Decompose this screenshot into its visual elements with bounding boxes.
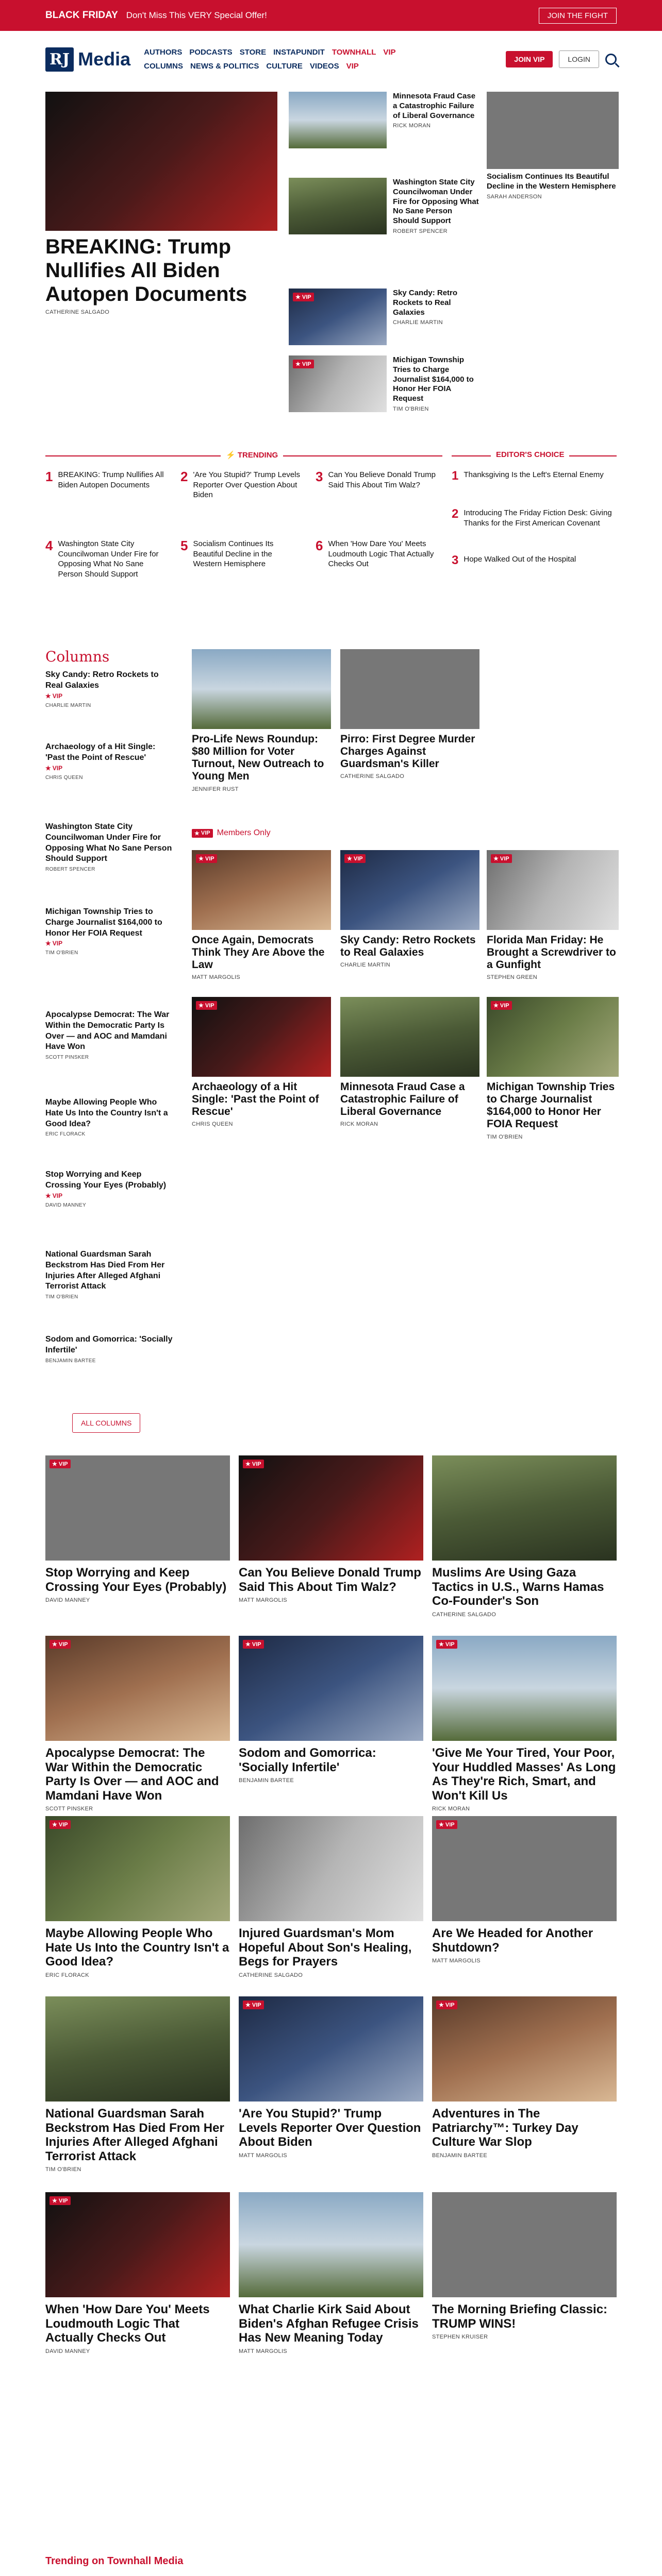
star-icon: ★ [45, 764, 51, 772]
hero-author[interactable]: CATHERINE SALGADO [45, 309, 110, 315]
column-author[interactable]: TIM O'BRIEN [45, 950, 78, 956]
story-author[interactable]: BENJAMIN BARTEE [239, 1777, 294, 1784]
story-card[interactable] [340, 997, 479, 1127]
story-title[interactable]: Can You Believe Donald Trump Said This About Tim Walz? [239, 1566, 421, 1594]
story-title[interactable]: Maybe Allowing People Who Hate Us Into the Country Isn't a Good Idea? [45, 1926, 229, 1969]
vip-label: VIP [58, 1641, 68, 1648]
logo-media: Media [78, 48, 131, 70]
story-title[interactable]: Pro-Life News Roundup: $80 Million for Voter Turnout, New Outreach to Young Men [192, 733, 324, 783]
star-icon: ★ [493, 1003, 499, 1009]
logo-rj: RJ [45, 47, 74, 72]
story-title[interactable]: Sky Candy: Retro Rockets to Real Galaxies [340, 934, 476, 959]
vip-label: VIP [445, 1641, 455, 1648]
editors-number: 2 [452, 507, 459, 521]
promo-label: BLACK FRIDAY [45, 10, 118, 21]
story-card[interactable] [192, 649, 331, 792]
story-author[interactable]: ROBERT SPENCER [393, 228, 448, 234]
star-icon: ★ [52, 1461, 57, 1467]
vip-label: VIP [252, 1641, 261, 1648]
hero-headline[interactable]: BREAKING: Trump Nullifies All Biden Autopen Documents [45, 235, 247, 306]
story-author[interactable]: MATT MARGOLIS [239, 1597, 287, 1604]
star-icon: ★ [439, 2002, 444, 2008]
column-title[interactable]: National Guardsman Sarah Beckstrom Has Died From Her Injuries After Alleged Afghani Terrorist Attack [45, 1250, 165, 1291]
vip-badge [436, 1640, 457, 1649]
column-author[interactable]: ERIC FLORACK [45, 1131, 86, 1138]
grid-story-card[interactable] [432, 2192, 617, 2340]
story-image[interactable] [45, 2192, 230, 2297]
nav-news-politics[interactable]: NEWS & POLITICS [190, 62, 259, 71]
column-author[interactable]: CHRIS QUEEN [45, 774, 83, 781]
star-icon: ★ [439, 1641, 444, 1648]
star-icon: ★ [198, 856, 204, 862]
vip-label: VIP [58, 1821, 68, 1828]
nav-podcasts[interactable]: PODCASTS [189, 48, 233, 57]
columns-heading: Columns [45, 648, 110, 665]
column-item[interactable] [45, 822, 174, 872]
trending-title[interactable]: Washington State City Councilwoman Under Fire for Opposing What No Sane Person Should Support [58, 539, 159, 579]
trending-title[interactable]: 'Are You Stupid?' Trump Levels Reporter Over Question About Biden [193, 470, 300, 499]
vip-badge [45, 1192, 62, 1199]
story-image[interactable] [239, 1816, 423, 1921]
members-only-text: Members Only [217, 828, 271, 837]
story-author[interactable]: DAVID MANNEY [45, 2348, 90, 2354]
side-story[interactable] [289, 92, 479, 148]
vip-badge [491, 854, 512, 863]
story-title[interactable]: Once Again, Democrats Think They Are Above the Law [192, 934, 325, 971]
column-title[interactable]: Archaeology of a Hit Single: 'Past the Point of Rescue' [45, 742, 156, 762]
column-title[interactable]: Washington State City Councilwoman Under Fire for Opposing What No Sane Person Should Support [45, 822, 172, 863]
editors-number: 1 [452, 469, 459, 483]
townhall-heading: Trending on Townhall Media [45, 2555, 184, 2567]
story-title[interactable]: Muslims Are Using Gaza Tactics in U.S., Warns Hamas Co-Founder's Son [432, 1566, 604, 1608]
hero-image[interactable] [45, 92, 277, 231]
vip-badge [45, 940, 62, 947]
story-title[interactable]: Michigan Township Tries to Charge Journalist $164,000 to Honor Her FOIA Request [393, 355, 474, 403]
vip-badge [243, 1460, 264, 1468]
story-image[interactable] [239, 1636, 423, 1741]
story-card[interactable] [487, 997, 619, 1140]
story-author[interactable]: MATT MARGOLIS [239, 2348, 287, 2354]
star-icon: ★ [45, 1192, 51, 1199]
vip-label: VIP [58, 2197, 68, 2204]
vip-badge [45, 692, 62, 700]
main-nav [144, 48, 395, 71]
column-title[interactable]: Sky Candy: Retro Rockets to Real Galaxies [45, 670, 159, 690]
vip-badge [196, 854, 217, 863]
star-icon: ★ [45, 692, 51, 700]
vip-label: VIP [201, 830, 210, 836]
story-author[interactable]: TIM O'BRIEN [45, 2166, 81, 2173]
story-title[interactable]: Minnesota Fraud Case a Catastrophic Failure of Liberal Governance [340, 1081, 465, 1118]
star-icon: ★ [347, 856, 352, 862]
trending-title[interactable]: When 'How Dare You' Meets Loudmouth Logic That Actually Checks Out [328, 539, 434, 568]
star-icon: ★ [245, 1461, 251, 1467]
trending-number: 2 [180, 469, 188, 484]
story-title[interactable]: National Guardsman Sarah Beckstrom Has Died From Her Injuries After Alleged Afghani Terrorist Attack [45, 2107, 224, 2163]
column-author[interactable]: CHARLIE MARTIN [45, 702, 91, 708]
column-item[interactable] [45, 670, 174, 708]
story-title[interactable]: Sodom and Gomorrica: 'Socially Infertile' [239, 1746, 376, 1774]
grid-story-card[interactable] [239, 1996, 423, 2159]
all-columns-button[interactable]: ALL COLUMNS [72, 1413, 140, 1433]
vip-label: VIP [252, 2002, 261, 2008]
trending-item[interactable] [180, 539, 302, 569]
trending-number: 5 [180, 538, 188, 553]
nav-columns[interactable]: COLUMNS [144, 62, 183, 71]
column-author[interactable]: BENJAMIN BARTEE [45, 1358, 96, 1364]
story-title[interactable]: 'Give Me Your Tired, Your Poor, Your Huddled Masses' As Long As They're Rich, Smart, and Won't Kill Us [432, 1746, 616, 1803]
vip-label: VIP [58, 1461, 68, 1467]
grid-story-card[interactable] [45, 1455, 230, 1603]
story-author[interactable]: CHARLIE MARTIN [340, 962, 390, 969]
grid-story-card[interactable] [239, 1636, 423, 1784]
vip-label: VIP [52, 764, 63, 772]
column-item[interactable] [45, 1249, 174, 1300]
search-icon[interactable] [605, 54, 617, 65]
trending-box [45, 451, 442, 610]
story-title[interactable]: 'Are You Stupid?' Trump Levels Reporter Over Question About Biden [239, 2107, 421, 2149]
story-author[interactable]: CHARLIE MARTIN [393, 319, 443, 326]
story-title[interactable]: Injured Guardsman's Mom Hopeful About Son's Healing, Begs for Prayers [239, 1926, 412, 1969]
story-image[interactable] [340, 649, 479, 729]
editors-choice-box [452, 450, 617, 610]
vip-badge [45, 765, 62, 772]
vip-label: VIP [252, 1461, 261, 1467]
members-only-label [192, 828, 271, 838]
grid-story-card[interactable] [432, 1816, 617, 1964]
trending-title[interactable]: Socialism Continues Its Beautiful Decline in the Western Hemisphere [193, 539, 274, 568]
story-image[interactable] [487, 92, 619, 169]
story-image[interactable] [340, 850, 479, 930]
vip-badge [436, 1820, 457, 1829]
story-title[interactable]: Apocalypse Democrat: The War Within the Democratic Party Is Over — and AOC and Mamdani Have Won [45, 1746, 219, 1803]
vip-badge [293, 360, 314, 368]
grid-story-card[interactable] [45, 1996, 230, 2173]
editors-item[interactable] [452, 554, 617, 567]
grid-story-card[interactable] [45, 1636, 230, 1812]
story-author[interactable]: CHRIS QUEEN [192, 1121, 233, 1128]
promo-text[interactable]: Don't Miss This VERY Special Offer! [126, 10, 267, 20]
story-author[interactable]: BENJAMIN BARTEE [432, 2152, 487, 2159]
grid-story-card[interactable] [432, 1996, 617, 2159]
story-author[interactable]: MATT MARGOLIS [192, 974, 240, 981]
editors-title[interactable]: Hope Walked Out of the Hospital [464, 555, 576, 564]
story-title[interactable]: What Charlie Kirk Said About Biden's Afghan Refugee Crisis Has New Meaning Today [239, 2302, 419, 2345]
vip-badge [49, 1460, 71, 1468]
grid-story-card[interactable] [239, 1455, 423, 1603]
nav-vip[interactable]: VIP [383, 48, 396, 57]
story-author[interactable]: CATHERINE SALGADO [239, 1972, 303, 1978]
story-image[interactable] [432, 1636, 617, 1741]
story-title[interactable]: Michigan Township Tries to Charge Journalist $164,000 to Honor Her FOIA Request [487, 1081, 615, 1130]
join-vip-button[interactable]: JOIN VIP [506, 51, 553, 67]
story-image[interactable] [432, 1996, 617, 2102]
join-fight-button[interactable]: JOIN THE FIGHT [539, 8, 617, 24]
editors-item[interactable] [452, 508, 617, 528]
story-card[interactable] [192, 997, 331, 1127]
star-icon: ★ [52, 1822, 57, 1828]
vip-label: VIP [52, 1192, 63, 1199]
grid-story-card[interactable] [432, 1636, 617, 1812]
grid-story-card[interactable] [432, 1455, 617, 1618]
promo-bar[interactable] [0, 0, 662, 31]
vip-label: VIP [302, 294, 311, 300]
story-author[interactable]: MATT MARGOLIS [239, 2152, 287, 2159]
star-icon: ★ [295, 361, 301, 367]
story-image[interactable] [45, 1455, 230, 1561]
story-image[interactable] [45, 1816, 230, 1921]
side-story[interactable] [289, 355, 479, 412]
trending-bolt-icon: ⚡ [226, 451, 236, 460]
column-item[interactable] [45, 1097, 174, 1137]
story-title[interactable]: Socialism Continues Its Beautiful Decline in the Western Hemisphere [487, 172, 616, 191]
vip-label: VIP [205, 855, 214, 862]
star-icon: ★ [245, 1641, 251, 1648]
side-story[interactable] [289, 178, 479, 234]
star-icon: ★ [194, 830, 200, 837]
story-card[interactable] [340, 850, 479, 968]
story-title[interactable]: Are We Headed for Another Shutdown? [432, 1926, 593, 1955]
site-header [0, 31, 662, 88]
login-button[interactable]: LOGIN [559, 50, 599, 68]
story-title[interactable]: Archaeology of a Hit Single: 'Past the Point of Rescue' [192, 1081, 319, 1118]
story-card[interactable] [487, 850, 619, 980]
column-title[interactable]: Michigan Township Tries to Charge Journalist $164,000 to Honor Her FOIA Request [45, 907, 162, 938]
story-author[interactable]: ERIC FLORACK [45, 1972, 89, 1978]
vip-label: VIP [302, 361, 311, 367]
column-author[interactable]: TIM O'BRIEN [45, 1294, 78, 1300]
trending-item[interactable] [45, 539, 167, 579]
vip-badge [293, 293, 314, 301]
column-title[interactable]: Maybe Allowing People Who Hate Us Into the Country Isn't a Good Idea? [45, 1098, 168, 1128]
story-image[interactable] [289, 92, 387, 148]
star-icon: ★ [52, 2198, 57, 2204]
trending-number: 6 [316, 538, 323, 553]
story-author[interactable]: RICK MORAN [432, 1806, 470, 1812]
column-item[interactable] [45, 907, 174, 956]
trending-number: 3 [316, 469, 323, 484]
star-icon: ★ [52, 1641, 57, 1648]
star-icon: ★ [245, 2002, 251, 2008]
story-image[interactable] [340, 997, 479, 1077]
column-item[interactable] [45, 742, 174, 781]
story-author[interactable]: JENNIFER RUST [192, 786, 239, 792]
vip-label: VIP [445, 1821, 455, 1828]
column-item[interactable] [45, 1170, 174, 1208]
column-title[interactable]: Stop Worrying and Keep Crossing Your Eyes (Probably) [45, 1170, 167, 1190]
star-icon: ★ [198, 1003, 204, 1009]
trending-number: 4 [45, 538, 53, 553]
nav-townhall[interactable]: TOWNHALL [332, 48, 376, 57]
story-image[interactable] [192, 997, 331, 1077]
story-card[interactable] [340, 649, 479, 779]
trending-heading [221, 450, 283, 460]
nav-videos[interactable]: VIDEOS [309, 62, 339, 71]
story-author[interactable]: RICK MORAN [393, 123, 431, 129]
story-title[interactable]: Pirro: First Degree Murder Charges Against Guardsman's Killer [340, 733, 475, 770]
column-item[interactable] [45, 1334, 174, 1364]
story-title[interactable]: The Morning Briefing Classic: TRUMP WINS! [432, 2302, 608, 2331]
vip-badge [491, 1001, 512, 1010]
right-story[interactable] [487, 92, 619, 201]
story-image[interactable] [289, 355, 387, 412]
story-card[interactable] [192, 850, 331, 980]
story-image[interactable] [289, 289, 387, 345]
vip-badge [49, 2196, 71, 2205]
vip-badge [436, 2001, 457, 2009]
vip-label: VIP [52, 940, 63, 947]
star-icon: ★ [493, 856, 499, 862]
site-logo[interactable] [45, 47, 130, 72]
story-image[interactable] [239, 1996, 423, 2102]
story-author[interactable]: CATHERINE SALGADO [340, 773, 405, 780]
trending-title[interactable]: BREAKING: Trump Nullifies All Biden Autopen Documents [58, 470, 164, 489]
story-author[interactable]: SARAH ANDERSON [487, 193, 542, 200]
column-author[interactable]: ROBERT SPENCER [45, 867, 95, 873]
story-image[interactable] [45, 1996, 230, 2102]
nav-vip-2[interactable]: VIP [346, 62, 359, 71]
grid-story-card[interactable] [45, 2192, 230, 2354]
story-title[interactable]: Washington State City Councilwoman Under Fire for Opposing What No Sane Person Should Support [393, 178, 479, 225]
trending-number: 1 [45, 469, 53, 484]
story-author[interactable]: TIM O'BRIEN [393, 405, 429, 412]
editors-choice-heading: EDITOR'S CHOICE [491, 450, 569, 459]
vip-badge [243, 1640, 264, 1649]
story-title[interactable]: Adventures in The Patriarchy™: Turkey Day Culture War Slop [432, 2107, 578, 2149]
story-image[interactable] [487, 997, 619, 1077]
story-image[interactable] [289, 178, 387, 234]
story-author[interactable]: TIM O'BRIEN [487, 1133, 523, 1140]
vip-badge [49, 1820, 71, 1829]
vip-label: VIP [445, 2002, 455, 2008]
story-image[interactable] [432, 1455, 617, 1561]
trending-label: TRENDING [237, 451, 278, 460]
story-image[interactable] [432, 2192, 617, 2297]
vip-badge [196, 1001, 217, 1010]
story-image[interactable] [239, 2192, 423, 2297]
editors-title[interactable]: Thanksgiving Is the Left's Eternal Enemy [464, 470, 604, 479]
trending-item[interactable] [316, 470, 437, 490]
grid-story-card[interactable] [45, 1816, 230, 1978]
trending-item[interactable] [316, 539, 437, 569]
vip-label: VIP [500, 855, 509, 862]
story-image[interactable] [192, 649, 331, 729]
nav-instapundit[interactable]: INSTAPUNDIT [273, 48, 325, 57]
editors-title[interactable]: Introducing The Friday Fiction Desk: Giving Thanks for the First American Covenant [464, 509, 612, 528]
vip-badge [344, 854, 366, 863]
story-title[interactable]: Stop Worrying and Keep Crossing Your Eyes (Probably) [45, 1566, 227, 1594]
vip-label: VIP [500, 1002, 509, 1009]
vip-label: VIP [52, 692, 63, 700]
story-image[interactable] [192, 850, 331, 930]
nav-store[interactable]: STORE [239, 48, 267, 57]
vip-badge [49, 1640, 71, 1649]
story-author[interactable]: MATT MARGOLIS [432, 1958, 481, 1964]
column-author[interactable]: SCOTT PINSKER [45, 1055, 89, 1061]
vip-label: VIP [205, 1002, 214, 1009]
nav-culture[interactable]: CULTURE [266, 62, 303, 71]
grid-story-card[interactable] [239, 2192, 423, 2354]
story-title[interactable]: Sky Candy: Retro Rockets to Real Galaxies [393, 289, 458, 317]
story-image[interactable] [45, 1636, 230, 1741]
story-author[interactable]: DAVID MANNEY [45, 1597, 90, 1604]
story-title[interactable]: Florida Man Friday: He Brought a Screwdriver to a Gunfight [487, 934, 616, 971]
side-story[interactable] [289, 289, 479, 345]
story-title[interactable]: When 'How Dare You' Meets Loudmouth Logic That Actually Checks Out [45, 2302, 210, 2345]
column-title[interactable]: Sodom and Gomorrica: 'Socially Infertile' [45, 1335, 173, 1354]
story-author[interactable]: STEPHEN GREEN [487, 974, 538, 981]
editors-item[interactable] [452, 470, 617, 482]
column-item[interactable] [45, 1010, 174, 1060]
story-title[interactable]: Minnesota Fraud Case a Catastrophic Failure of Liberal Governance [393, 92, 476, 120]
star-icon: ★ [439, 1822, 444, 1828]
story-author[interactable]: CATHERINE SALGADO [432, 1611, 496, 1618]
star-icon: ★ [295, 294, 301, 300]
column-author[interactable]: DAVID MANNEY [45, 1202, 86, 1208]
story-image[interactable] [432, 1816, 617, 1921]
vip-label: VIP [353, 855, 363, 862]
vip-badge [243, 2001, 264, 2009]
nav-authors[interactable]: AUTHORS [144, 48, 183, 57]
trending-item[interactable] [45, 470, 167, 490]
story-image[interactable] [239, 1455, 423, 1561]
story-author[interactable]: RICK MORAN [340, 1121, 378, 1128]
column-title[interactable]: Apocalypse Democrat: The War Within the Democratic Party Is Over — and AOC and Mamdani Have Won [45, 1010, 170, 1052]
trending-title[interactable]: Can You Believe Donald Trump Said This About Tim Walz? [328, 470, 436, 489]
story-image[interactable] [487, 850, 619, 930]
trending-item[interactable] [180, 470, 302, 500]
story-author[interactable]: STEPHEN KRUISER [432, 2334, 488, 2341]
vip-badge [192, 829, 213, 838]
grid-story-card[interactable] [239, 1816, 423, 1978]
story-author[interactable]: SCOTT PINSKER [45, 1806, 93, 1812]
editors-number: 3 [452, 553, 459, 567]
star-icon: ★ [45, 940, 51, 947]
